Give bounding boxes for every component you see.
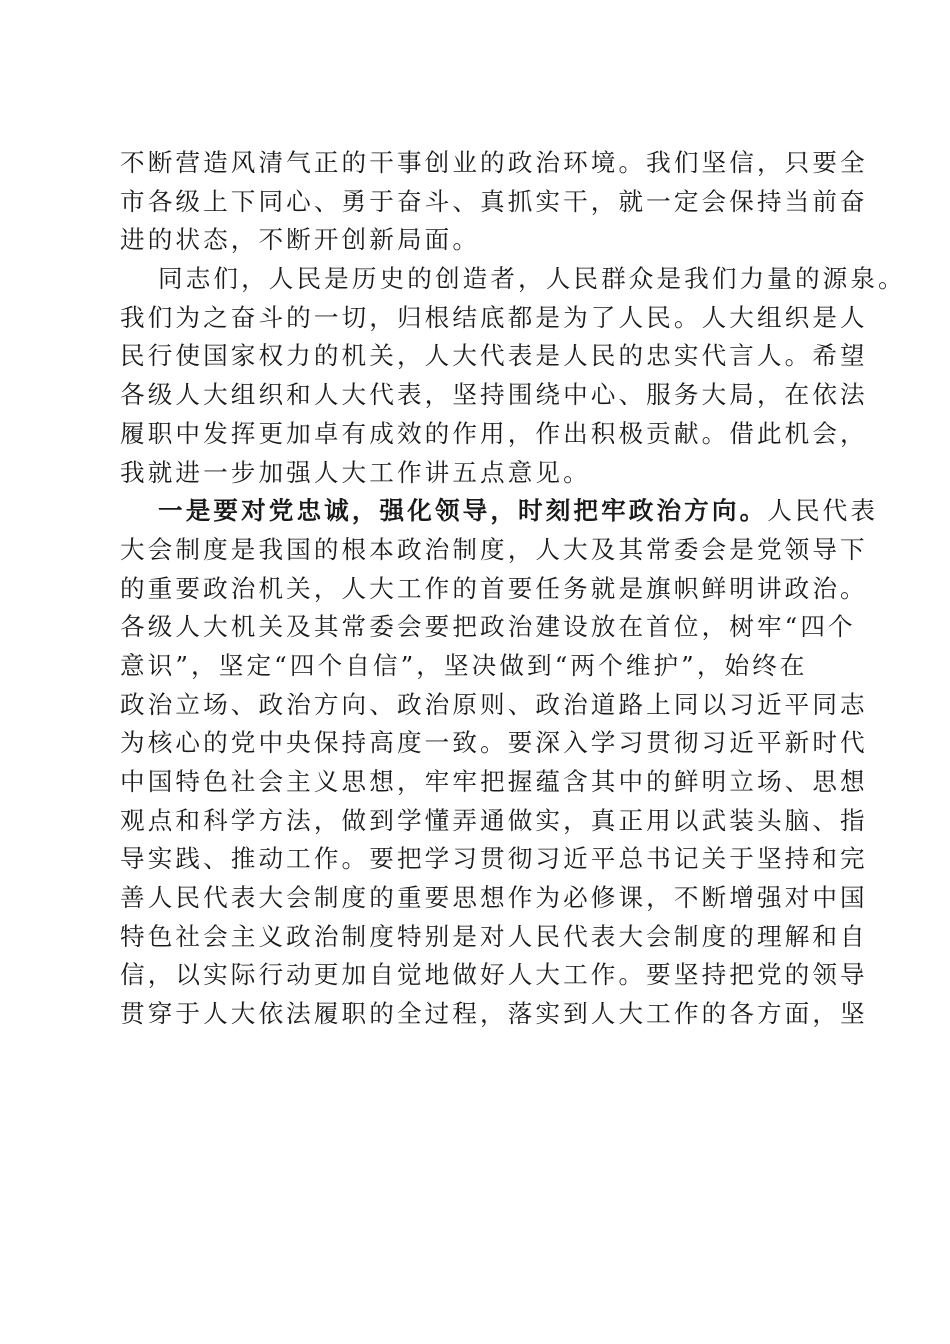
text-line: 为核心的党中央保持高度一致。要深入学习贯彻习近平新时代	[120, 728, 868, 758]
text-line: 导实践、推动工作。要把学习贯彻习近平总书记关于坚持和完	[120, 844, 868, 874]
text-line: 意识”，坚定“四个自信”，坚决做到“两个维护”，始终在	[120, 650, 808, 680]
paragraph-continuation	[120, 144, 868, 260]
heading-line-rest: 人民代表	[767, 496, 879, 526]
section-heading: 一是要对党忠诚，强化领导，时刻把牢政治方向。	[158, 496, 768, 526]
text-line: 贯穿于人大依法履职的全过程，落实到人大工作的各方面，坚	[120, 999, 868, 1029]
text-line	[120, 492, 879, 531]
text-line: 我就进一步加强人大工作讲五点意见。	[120, 457, 591, 487]
text-line: 进的状态，不断开创新局面。	[120, 225, 481, 255]
text-line: 我们为之奋斗的一切，归根结底都是为了人民。人大组织是人	[120, 302, 868, 332]
document-body	[120, 144, 906, 1034]
text-line: 中国特色社会主义思想，牢牢把握蕴含其中的鲜明立场、思想	[120, 767, 868, 796]
text-line: 特色社会主义政治制度特别是对人民代表大会制度的理解和自	[120, 921, 868, 951]
text-line: 市各级上下同心、勇于奋斗、真抓实干，就一定会保持当前奋	[120, 186, 868, 216]
text-line: 大会制度是我国的根本政治制度，人大及其常委会是党领导下	[120, 534, 868, 564]
text-line: 各级人大组织和人大代表，坚持围绕中心、服务大局，在依法	[120, 380, 868, 410]
text-line: 政治立场、政治方向、政治原则、政治道路上同以习近平同志	[120, 689, 868, 719]
text-line: 的重要政治机关，人大工作的首要任务就是旗帜鲜明讲政治。	[120, 573, 868, 603]
text-line: 民行使国家权力的机关，人大代表是人民的忠实代言人。希望	[120, 341, 868, 371]
paragraph-comrades	[120, 260, 906, 492]
text-line: 履职中发挥更加卓有成效的作用，作出积极贡献。借此机会，	[120, 418, 868, 448]
text-line: 各级人大机关及其常委会要把政治建设放在首位，树牢“四个	[120, 612, 856, 642]
text-line: 同志们，人民是历史的创造者，人民群众是我们力量的源泉。	[158, 264, 906, 294]
text-line: 观点和科学方法，做到学懂弄通做实，真正用以武装头脑、指	[120, 805, 868, 835]
text-line: 不断营造风清气正的干事创业的政治环境。我们坚信，只要全	[120, 148, 868, 177]
paragraph-point-one	[120, 492, 879, 1034]
text-line: 善人民代表大会制度的重要思想作为必修课，不断增强对中国	[120, 883, 868, 913]
text-line: 信，以实际行动更加自觉地做好人大工作。要坚持把党的领导	[120, 960, 868, 990]
